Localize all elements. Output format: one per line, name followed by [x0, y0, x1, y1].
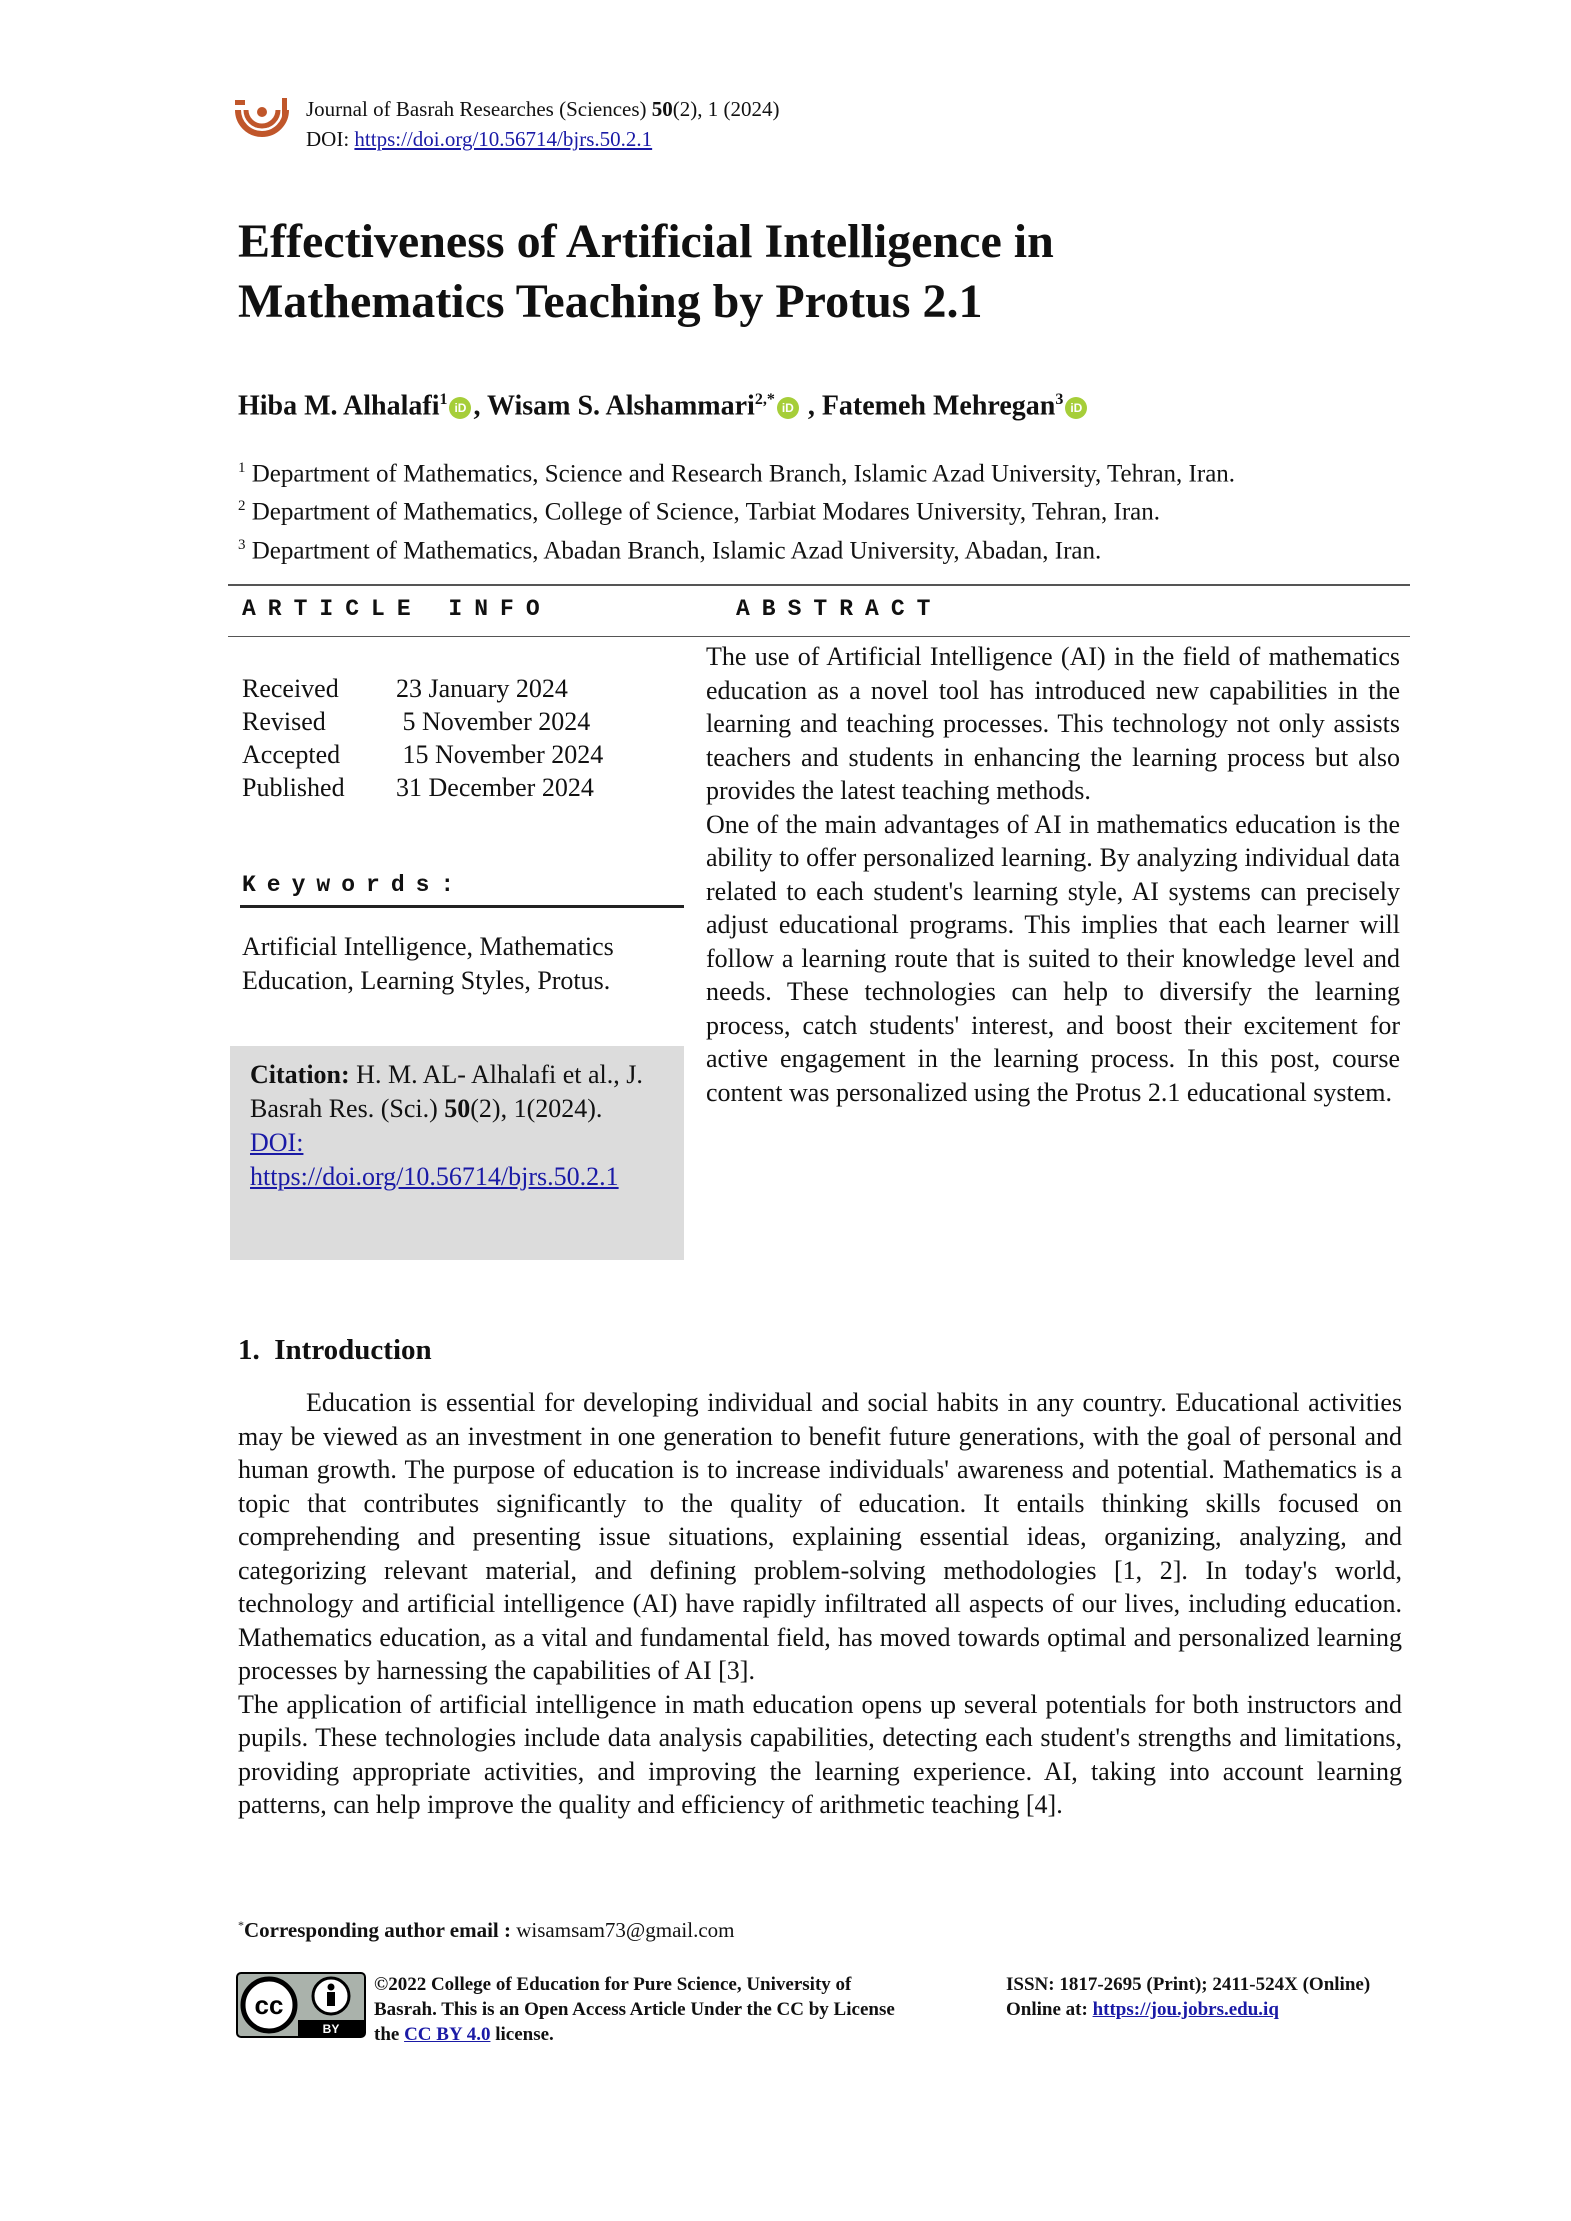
date-row-accepted: Accepted 15 November 2024 — [242, 740, 604, 769]
copyright-notice: ©2022 College of Education for Pure Science, University of Basrah. This is an Open Access Article Under the CC by License the CC BY 4.0 license. — [374, 1974, 895, 2045]
section-heading-introduction: 1. Introduction — [238, 1334, 432, 1366]
author-name: , Fatemeh Mehregan — [800, 390, 1056, 422]
author-name: , Wisam S. Alshammari — [473, 390, 755, 422]
orcid-icon[interactable]: iD — [1065, 397, 1087, 419]
affiliation-item: $^3$ Department of Mathematics, Abadan Branch, Islamic Azad University, Abadan, Iran. — [238, 536, 1102, 564]
affiliation-item: $^2$ Department of Mathematics, College of Science, Tarbiat Modares University, Tehran, Iran. — [238, 498, 1160, 526]
online-line: Online at: https://jou.jobrs.edu.iq — [1006, 1999, 1279, 2020]
keywords-divider — [240, 905, 684, 908]
journal-logo-icon — [232, 96, 294, 150]
cc-glyph: cc — [254, 1990, 284, 2020]
date-row-received: Received 23 January 2024 — [242, 674, 568, 703]
section-divider — [228, 636, 1410, 637]
corresponding-author: *Corresponding author email : wisamsam73@gmail.com — [238, 1918, 735, 1942]
article-info-heading: ARTICLE INFO — [242, 596, 552, 622]
abstract-paragraph: One of the main advantages of AI in mathematics education is the ability to offer personalized learning. By analyzing individual data related to each student's learning style, AI systems can precisely adjust educational programs. This implies that each learner will follow a learning route that is suited to their knowledge level and needs. These technologies can help to diversify the learning process, catch students' interest, and boost their excitement for active engagement in the learning process. In this post, course content was personalized using the Protus 2.1 educational system. — [706, 809, 1400, 1107]
abstract-paragraph: The use of Artificial Intelligence (AI) in the field of mathematics education as a novel tool has introduced new capabilities in the learning and teaching processes. This technology not only assists teachers and students in enhancing the learning process but also provides the latest teaching methods. — [706, 642, 1400, 805]
keywords-list: Artificial Intelligence, Mathematics Education, Learning Styles, Protus. — [242, 932, 614, 995]
corresponding-email[interactable]: wisamsam73@gmail.com — [516, 1918, 735, 1942]
keywords-heading: Keywords: — [242, 872, 466, 898]
journal-website-link[interactable]: https://jou.jobrs.edu.iq — [1092, 1999, 1279, 2020]
abstract-body — [706, 640, 1400, 1109]
citation-text: Citation: H. M. AL- Alhalafi et al., J. Basrah Res. (Sci.) 50(2), 1(2024). DOI: https://doi.org/10.56714/bjrs.50.2.1 — [250, 1060, 643, 1191]
license-link[interactable]: CC BY 4.0 — [404, 2024, 491, 2045]
section-divider — [228, 584, 1410, 586]
paper-title: Effectiveness of Artificial Intelligence in Mathematics Teaching by Protus 2.1 — [238, 215, 1054, 328]
date-row-revised: Revised 5 November 2024 — [242, 707, 591, 736]
journal-doi-line: DOI: https://doi.org/10.56714/bjrs.50.2.1 — [306, 127, 653, 151]
orcid-icon[interactable]: iD — [777, 397, 799, 419]
introduction-body — [238, 1386, 1402, 1822]
body-paragraph: The application of artificial intelligence in math education opens up several potentials for both instructors and pupils. These technologies include data analysis capabilities, detecting each student's strengths and limitations, providing appropriate activities, and improving the learning experience. AI, taking into account learning patterns, can help improve the quality and efficiency of arithmetic teaching [4]. — [238, 1689, 1402, 1819]
author-list: Hiba M. Alhalafi$^1$iD , Wisam S. Alshammari$^{2,*}$iD , Fatemeh Mehregan$^3$iD — [238, 380, 1089, 426]
journal-citation-line: Journal of Basrah Researches (Sciences) 50(2), 1 (2024) — [306, 97, 780, 121]
affiliation-item: $^1$ Department of Mathematics, Science and Research Branch, Islamic Azad University, Tehran, Iran. — [238, 460, 1236, 488]
citation-doi-link[interactable]: DOI: https://doi.org/10.56714/bjrs.50.2.1 — [250, 1128, 619, 1191]
doi-link[interactable]: https://doi.org/10.56714/bjrs.50.2.1 — [354, 127, 653, 151]
cc-by-license-icon[interactable] — [236, 1972, 366, 2038]
author-name: Hiba M. Alhalafi — [238, 390, 440, 422]
date-row-published: Published 31 December 2024 — [242, 773, 594, 802]
issn-line: ISSN: 1817-2695 (Print); 2411-524X (Online) — [1006, 1974, 1371, 1995]
issn-info — [1006, 1972, 1370, 2022]
orcid-icon[interactable]: iD — [449, 397, 471, 419]
abstract-heading: ABSTRACT — [736, 596, 943, 622]
body-paragraph: Education is essential for developing individual and social habits in any country. Educational activities may be viewed as an investment in one generation to benefit future generations, with the goal of personal and human growth. The purpose of education is to increase individuals' awareness and potential. Mathematics is a topic that contributes significantly to the quality of education. It entails thinking skills focused on comprehending and presenting issue situations, explaining essential ideas, organizing, analyzing, and categorizing relevant material, and defining problem-solving methodologies [1, 2]. In today's world, technology and artificial intelligence (AI) have rapidly infiltrated all aspects of our lives, including education. Mathematics education, as a vital and fundamental field, has moved towards optimal and personalized learning processes by harnessing the capabilities of AI [3]. — [238, 1388, 1402, 1685]
article-dates — [242, 672, 603, 804]
affiliations — [238, 452, 1235, 567]
by-glyph: BY — [322, 2022, 340, 2036]
